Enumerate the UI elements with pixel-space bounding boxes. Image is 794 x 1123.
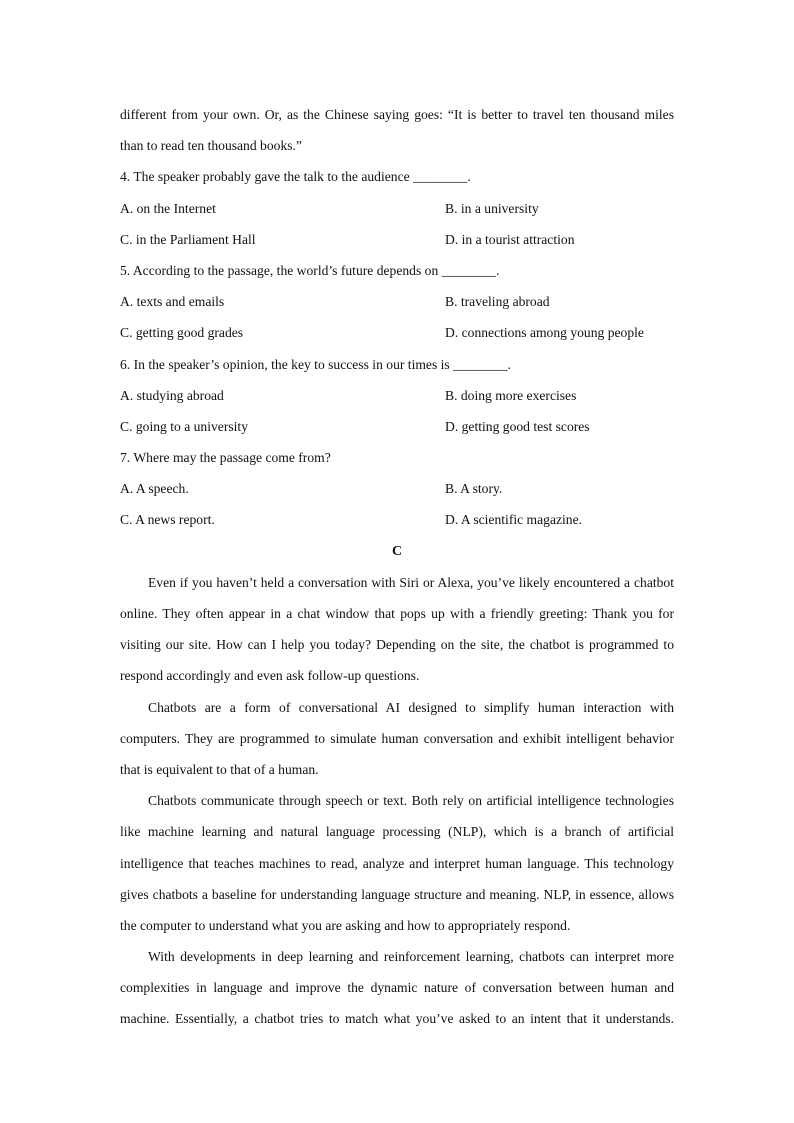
paragraph-line: like machine learning and natural language processing (NLP), which is a branch of artificial (120, 824, 674, 840)
document-content (120, 99, 674, 1035)
paragraph-line: Chatbots are a form of conversational AI designed to simplify human interaction with (148, 699, 674, 715)
question-stem: 7. Where may the passage come from? (120, 450, 331, 466)
paragraph-line: visiting our site. How can I help you today? Depending on the site, the chatbot is programmed to (120, 637, 674, 653)
options-row (120, 473, 674, 504)
option-b: B. doing more exercises (445, 387, 577, 403)
question-stem: 5. According to the passage, the world’s future depends on ________. (120, 262, 500, 278)
options-row (120, 504, 674, 535)
paragraph-line: intelligence that teaches machines to read, analyze and interpret human language. This technology (120, 855, 674, 871)
option-c: C. in the Parliament Hall (120, 231, 256, 247)
paragraph-line: machine. Essentially, a chatbot tries to match what you’ve asked to an intent that it understands. (120, 1011, 674, 1027)
passage-line: than to read ten thousand books.” (120, 138, 302, 154)
options-row (120, 411, 674, 442)
paragraph-line: Even if you haven’t held a conversation with Siri or Alexa, you’ve likely encountered a chatbot (148, 574, 674, 590)
question-stem: 6. In the speaker’s opinion, the key to success in our times is ________. (120, 356, 511, 372)
options-row (120, 193, 674, 224)
options-row (120, 286, 674, 317)
option-c: C. getting good grades (120, 325, 244, 341)
option-b: B. A story. (445, 481, 503, 497)
option-c: C. going to a university (120, 418, 248, 434)
option-b: B. traveling abroad (445, 294, 550, 310)
paragraph-line: computers. They are programmed to simulate human conversation and exhibit intelligent behavior (120, 730, 674, 746)
paragraph-line: the computer to understand what you are asking and how to appropriately respond. (120, 917, 571, 933)
option-d: D. in a tourist attraction (445, 231, 575, 247)
paragraph-line: With developments in deep learning and reinforcement learning, chatbots can interpret more (148, 949, 674, 965)
option-a: A. A speech. (120, 481, 189, 497)
paragraph-line: respond accordingly and even ask follow-up questions. (120, 668, 420, 684)
question-stem: 4. The speaker probably gave the talk to the audience ________. (120, 169, 471, 185)
paragraph-line: gives chatbots a baseline for understanding language structure and meaning. NLP, in essence, allows (120, 886, 674, 902)
options-row (120, 317, 674, 348)
option-a: A. studying abroad (120, 387, 224, 403)
paragraph-line: Chatbots communicate through speech or text. Both rely on artificial intelligence technologies (148, 793, 674, 809)
paragraph-line: online. They often appear in a chat window that pops up with a friendly greeting: Thank you for (120, 606, 674, 621)
section-heading: C (391, 543, 403, 559)
option-b: B. in a university (445, 200, 539, 216)
options-row (120, 380, 674, 411)
option-c: C. A news report. (120, 512, 215, 528)
options-row (120, 224, 674, 255)
option-d: D. getting good test scores (445, 418, 590, 434)
option-d: D. connections among young people (445, 325, 644, 341)
option-d: D. A scientific magazine. (445, 512, 583, 528)
option-a: A. texts and emails (120, 294, 225, 310)
option-a: A. on the Internet (120, 200, 216, 216)
paragraph-line: complexities in language and improve the dynamic nature of conversation between human and (120, 980, 674, 996)
paragraph-line: that is equivalent to that of a human. (120, 761, 319, 777)
passage-line: different from your own. Or, as the Chinese saying goes: “It is better to travel ten thousand miles (120, 107, 674, 122)
